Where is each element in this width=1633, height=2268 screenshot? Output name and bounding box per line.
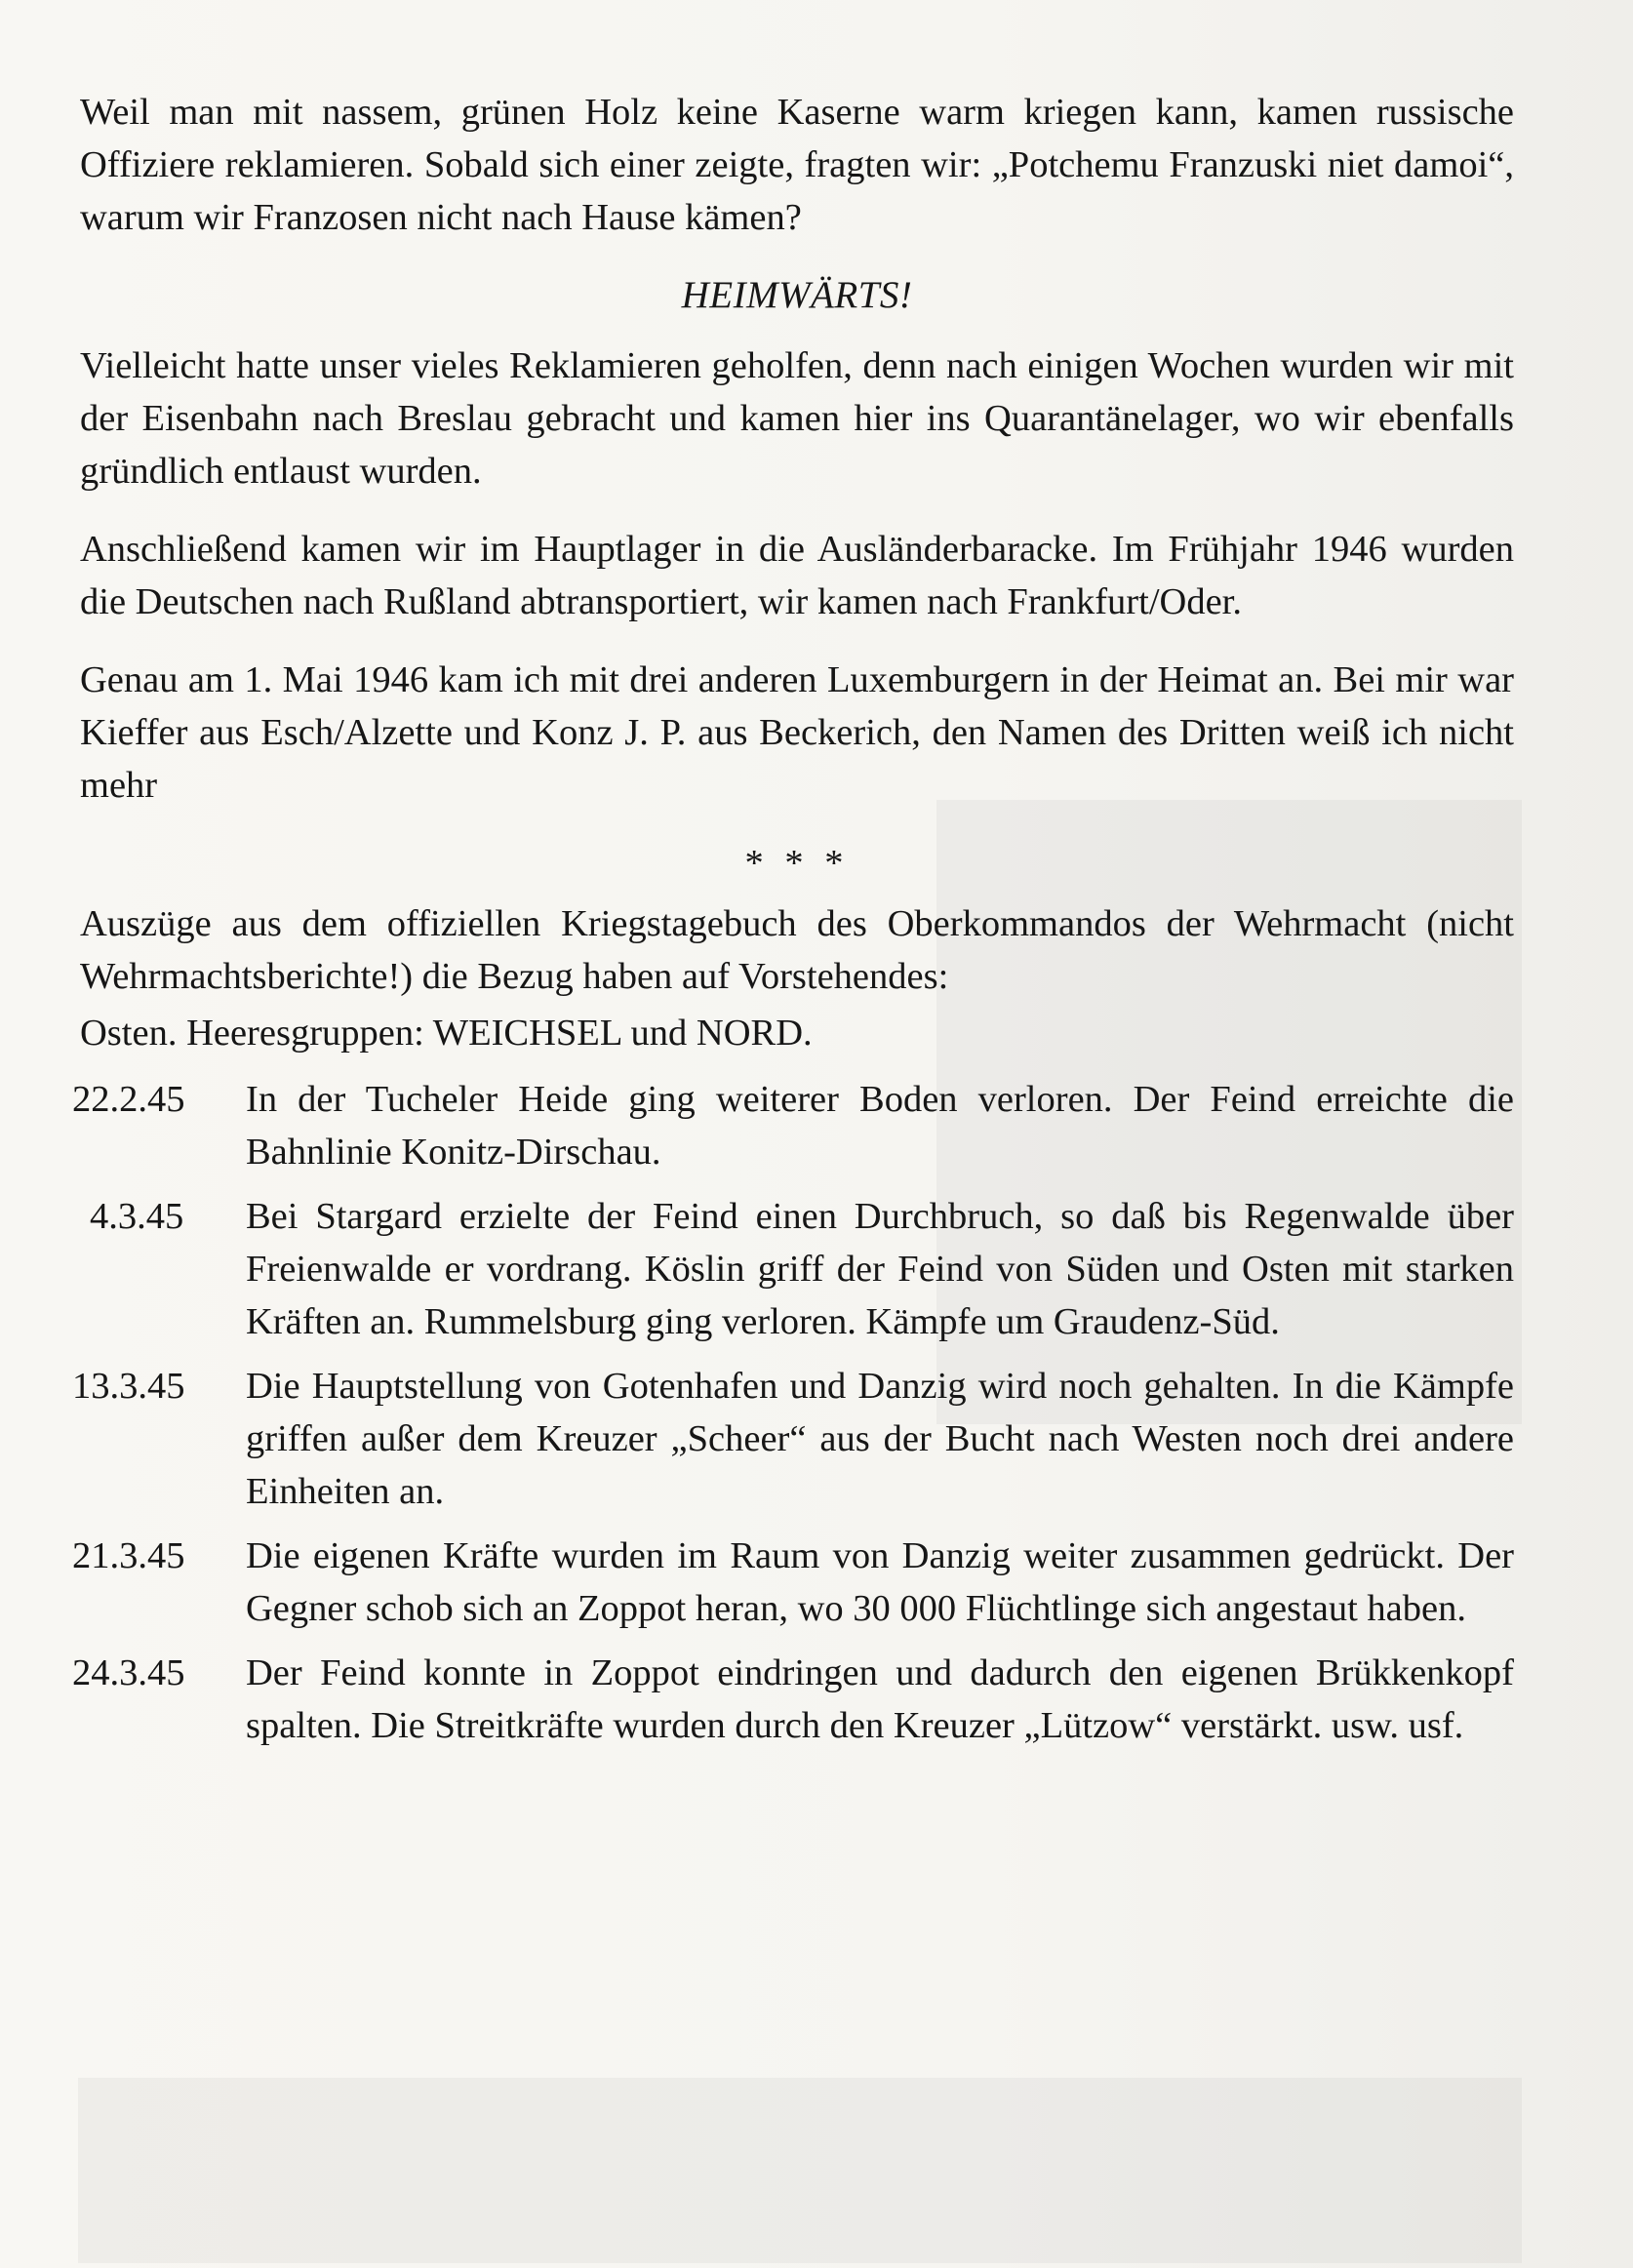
diary-entry [72,1647,1514,1752]
kriegstagebuch-intro: Auszüge aus dem offiziellen Kriegstagebuch des Oberkommandos der Wehrmacht (nicht Wehrmachtsberichte!) die Bezug haben auf Vorstehendes: [80,903,1514,997]
entry-text: Die Hauptstellung von Gotenhafen und Danzig wird noch gehalten. In die Kämpfe griffen außer dem Kreuzer „Scheer“ aus der Bucht nach Westen noch drei andere Einheiten an. [246,1366,1514,1512]
page-text [72,86,1514,1764]
entry-text: Bei Stargard erzielte der Feind einen Durchbruch, so daß bis Regenwalde über Freienwalde er vordrang. Köslin griff der Feind von Süden und Osten mit starken Kräften an. Rummelsburg ging verloren. Kämpfe um Graudenz-Süd. [246,1196,1514,1342]
paragraph-quarantine: Vielleicht hatte unser vieles Reklamieren geholfen, denn nach einigen Wochen wurden wir mit der Eisenbahn nach Breslau gebracht und kamen hier ins Quarantänelager, wo wir ebenfalls gründlich entlaust wurden. [80,345,1514,492]
section-heading: HEIMWÄRTS! [681,274,913,316]
bleed-through-shadow-bottom [78,2078,1522,2263]
entry-text: In der Tucheler Heide ging weiterer Boden verloren. Der Feind erreichte die Bahnlinie Konitz-Dirschau. [246,1079,1514,1173]
paragraph-auslaenderbaracke: Anschließend kamen wir im Hauptlager in die Ausländerbaracke. Im Frühjahr 1946 wurden die Deutschen nach Rußland abtransportiert, wir kamen nach Frankfurt/Oder. [80,529,1514,622]
diary-entry [72,1530,1514,1635]
diary-entry [72,1073,1514,1178]
heeresgruppen-line: Osten. Heeresgruppen: WEICHSEL und NORD. [80,1013,813,1054]
entry-date: 21.3.45 [72,1535,185,1576]
diary-entry [80,1190,1514,1348]
diary-entry [72,1360,1514,1518]
entry-date: 13.3.45 [72,1366,185,1407]
entry-text: Der Feind konnte in Zoppot eindringen und dadurch den eigenen Brükkenkopf spalten. Die Streitkräfte wurden durch den Kreuzer „Lützow“ verstärkt. usw. usf. [246,1652,1514,1746]
opening-paragraph: Weil man mit nassem, grünen Holz keine Kaserne warm kriegen kann, kamen russische Offiziere reklamieren. Sobald sich einer zeigte, fragten wir: „Potchemu Franzuski niet damoi“, warum wir Franzosen nicht nach Hause kämen? [80,92,1514,238]
entry-date: 24.3.45 [72,1652,185,1693]
paragraph-heimkehr: Genau am 1. Mai 1946 kam ich mit drei anderen Luxemburgern in der Heimat an. Bei mir war Kieffer aus Esch/Alzette und Konz J. P. aus Beckerich, den Namen des Dritten weiß ich nicht mehr [80,659,1514,806]
entry-date: 22.2.45 [72,1079,185,1120]
entry-date: 4.3.45 [90,1196,184,1237]
section-separator: * * * [744,843,850,884]
entry-text: Die eigenen Kräfte wurden im Raum von Danzig weiter zusammen gedrückt. Der Gegner schob sich an Zoppot heran, wo 30 000 Flüchtlinge sich angestaut haben. [246,1535,1514,1629]
